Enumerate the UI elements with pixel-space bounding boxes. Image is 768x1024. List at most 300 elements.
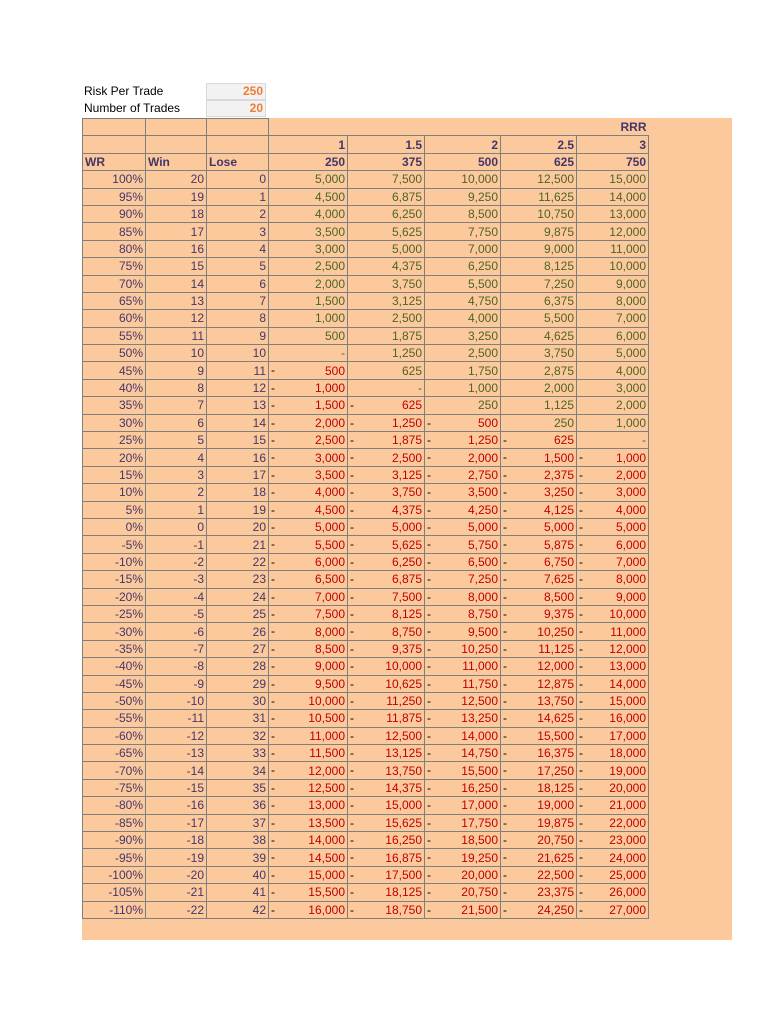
pnl-cell[interactable]: 21,500 - [425, 901, 501, 918]
wr-cell[interactable]: 35% [83, 397, 146, 414]
pnl-cell[interactable]: 2,500 - [269, 432, 348, 449]
pnl-cell[interactable]: 1,125 [501, 397, 577, 414]
wr-cell[interactable]: 70% [83, 275, 146, 292]
lose-cell[interactable]: 29 [207, 675, 269, 692]
wr-cell[interactable]: 45% [83, 362, 146, 379]
pnl-cell[interactable]: 1,000 - [577, 449, 649, 466]
pnl-cell[interactable]: 14,000 - [269, 832, 348, 849]
win-cell[interactable]: -2 [146, 553, 207, 570]
pnl-cell[interactable]: 3,500 - [425, 484, 501, 501]
lose-cell[interactable]: 11 [207, 362, 269, 379]
pnl-cell[interactable]: 6,250 - [348, 553, 425, 570]
pnl-cell[interactable]: 22,000 - [577, 814, 649, 831]
lose-cell[interactable]: 10 [207, 345, 269, 362]
win-cell[interactable]: 15 [146, 258, 207, 275]
pnl-cell[interactable]: 17,750 - [425, 814, 501, 831]
pnl-cell[interactable]: 2,000 - [577, 466, 649, 483]
pnl-cell[interactable]: 7,250 - [425, 571, 501, 588]
pnl-cell[interactable]: 11,000 - [269, 727, 348, 744]
pnl-cell[interactable]: 2,500 [348, 310, 425, 327]
pnl-cell[interactable]: 2,875 [501, 362, 577, 379]
pnl-cell[interactable]: 12,000 - [501, 658, 577, 675]
win-cell[interactable]: -3 [146, 571, 207, 588]
pnl-cell[interactable]: 6,500 - [269, 571, 348, 588]
wr-cell[interactable]: -20% [83, 588, 146, 605]
wr-cell[interactable]: -50% [83, 692, 146, 709]
pnl-cell[interactable]: 500 [269, 327, 348, 344]
pnl-cell[interactable]: 8,500 - [269, 640, 348, 657]
win-cell[interactable]: 3 [146, 466, 207, 483]
pnl-cell[interactable]: 23,375 - [501, 884, 577, 901]
pnl-cell[interactable]: 12,875 - [501, 675, 577, 692]
pnl-cell[interactable]: 17,000 - [425, 797, 501, 814]
lose-cell[interactable]: 15 [207, 432, 269, 449]
pnl-cell[interactable]: 18,500 - [425, 832, 501, 849]
pnl-cell[interactable]: 13,750 - [501, 692, 577, 709]
header-cell[interactable] [146, 119, 207, 136]
pnl-cell[interactable]: 18,125 - [501, 779, 577, 796]
pnl-cell[interactable]: 2,000 - [269, 414, 348, 431]
lose-cell[interactable]: 21 [207, 536, 269, 553]
pnl-cell[interactable]: 2,500 [269, 258, 348, 275]
pnl-cell[interactable]: 250 [425, 397, 501, 414]
win-cell[interactable]: -16 [146, 797, 207, 814]
wr-cell[interactable]: 80% [83, 240, 146, 257]
pnl-cell[interactable]: 10,000 - [577, 605, 649, 622]
header-cell[interactable] [207, 119, 269, 136]
pnl-cell[interactable]: 5,875 - [501, 536, 577, 553]
pnl-cell[interactable]: 27,000 - [577, 901, 649, 918]
pnl-cell[interactable]: 6,000 [577, 327, 649, 344]
pnl-cell[interactable]: 10,000 [425, 171, 501, 188]
lose-cell[interactable]: 27 [207, 640, 269, 657]
pnl-cell[interactable]: 10,250 - [501, 623, 577, 640]
wr-cell[interactable]: -110% [83, 901, 146, 918]
pnl-cell[interactable]: 8,000 - [577, 571, 649, 588]
pnl-cell[interactable]: 625 - [501, 432, 577, 449]
win-cell[interactable]: -20 [146, 866, 207, 883]
pnl-cell[interactable]: 20,000 - [425, 866, 501, 883]
lose-header[interactable]: Lose [207, 153, 269, 170]
lose-cell[interactable]: 8 [207, 310, 269, 327]
win-cell[interactable]: 2 [146, 484, 207, 501]
pnl-cell[interactable]: 6,750 - [501, 553, 577, 570]
win-cell[interactable]: -11 [146, 710, 207, 727]
wr-cell[interactable]: 20% [83, 449, 146, 466]
pnl-cell[interactable]: 10,750 [501, 205, 577, 222]
pnl-cell[interactable]: 9,500 - [425, 623, 501, 640]
wr-cell[interactable]: -75% [83, 779, 146, 796]
lose-cell[interactable]: 22 [207, 553, 269, 570]
pnl-cell[interactable]: 16,250 - [348, 832, 425, 849]
lose-cell[interactable]: 6 [207, 275, 269, 292]
pnl-cell[interactable]: 3,000 [577, 379, 649, 396]
pnl-cell[interactable]: 1,750 [425, 362, 501, 379]
pnl-cell[interactable]: 10,000 - [269, 692, 348, 709]
pnl-cell[interactable]: 8,500 - [501, 588, 577, 605]
pnl-cell[interactable]: 7,000 - [577, 553, 649, 570]
pnl-cell[interactable]: 9,375 - [348, 640, 425, 657]
pnl-cell[interactable]: 1,000 - [269, 379, 348, 396]
lose-cell[interactable]: 16 [207, 449, 269, 466]
reward-value-cell[interactable]: 625 [501, 153, 577, 170]
win-cell[interactable]: -18 [146, 832, 207, 849]
pnl-cell[interactable]: 14,750 - [425, 745, 501, 762]
win-header[interactable]: Win [146, 153, 207, 170]
pnl-cell[interactable]: 19,000 - [501, 797, 577, 814]
pnl-cell[interactable]: 3,125 [348, 292, 425, 309]
wr-cell[interactable]: -30% [83, 623, 146, 640]
win-cell[interactable]: -12 [146, 727, 207, 744]
lose-cell[interactable]: 33 [207, 745, 269, 762]
win-cell[interactable]: -10 [146, 692, 207, 709]
lose-cell[interactable]: 17 [207, 466, 269, 483]
pnl-cell[interactable]: 8,125 - [348, 605, 425, 622]
lose-cell[interactable]: 30 [207, 692, 269, 709]
wr-cell[interactable]: 95% [83, 188, 146, 205]
wr-cell[interactable]: -70% [83, 762, 146, 779]
pnl-cell[interactable]: 625 [348, 362, 425, 379]
pnl-cell[interactable]: 8,000 - [269, 623, 348, 640]
pnl-cell[interactable]: 7,250 [501, 275, 577, 292]
pnl-cell[interactable]: 21,000 - [577, 797, 649, 814]
pnl-cell[interactable]: 7,750 [425, 223, 501, 240]
wr-cell[interactable]: -5% [83, 536, 146, 553]
pnl-cell[interactable]: 13,000 - [269, 797, 348, 814]
win-cell[interactable]: -22 [146, 901, 207, 918]
pnl-cell[interactable]: 6,000 - [577, 536, 649, 553]
win-cell[interactable]: 6 [146, 414, 207, 431]
pnl-cell[interactable]: 16,000 - [577, 710, 649, 727]
wr-cell[interactable]: -85% [83, 814, 146, 831]
pnl-cell[interactable]: 4,125 - [501, 501, 577, 518]
pnl-cell[interactable]: 15,500 - [269, 884, 348, 901]
pnl-cell[interactable]: 3,750 - [348, 484, 425, 501]
pnl-cell[interactable]: 8,000 [577, 292, 649, 309]
pnl-cell[interactable]: 11,625 [501, 188, 577, 205]
win-cell[interactable]: 10 [146, 345, 207, 362]
lose-cell[interactable]: 32 [207, 727, 269, 744]
pnl-cell[interactable]: 3,000 - [577, 484, 649, 501]
lose-cell[interactable]: 7 [207, 292, 269, 309]
pnl-cell[interactable]: 10,625 - [348, 675, 425, 692]
pnl-cell[interactable]: 4,000 [425, 310, 501, 327]
wr-cell[interactable]: 25% [83, 432, 146, 449]
pnl-cell[interactable]: 9,375 - [501, 605, 577, 622]
win-cell[interactable]: 4 [146, 449, 207, 466]
pnl-cell[interactable]: 1,000 [577, 414, 649, 431]
pnl-cell[interactable]: 7,000 [577, 310, 649, 327]
win-cell[interactable]: 7 [146, 397, 207, 414]
pnl-cell[interactable]: 7,000 - [269, 588, 348, 605]
pnl-cell[interactable]: 13,125 - [348, 745, 425, 762]
pnl-cell[interactable]: 4,000 - [269, 484, 348, 501]
pnl-cell[interactable]: 5,625 [348, 223, 425, 240]
win-cell[interactable]: 14 [146, 275, 207, 292]
lose-cell[interactable]: 2 [207, 205, 269, 222]
pnl-cell[interactable]: 3,125 - [348, 466, 425, 483]
pnl-cell[interactable]: 11,250 - [348, 692, 425, 709]
pnl-cell[interactable]: 1,875 [348, 327, 425, 344]
win-cell[interactable]: 8 [146, 379, 207, 396]
pnl-cell[interactable]: 17,500 - [348, 866, 425, 883]
rrr-value-cell[interactable]: 2.5 [501, 136, 577, 153]
pnl-cell[interactable]: 17,250 - [501, 762, 577, 779]
pnl-cell[interactable]: 5,000 - [577, 518, 649, 535]
wr-cell[interactable]: -10% [83, 553, 146, 570]
pnl-cell[interactable]: 9,500 - [269, 675, 348, 692]
pnl-cell[interactable]: 8,125 [501, 258, 577, 275]
pnl-cell[interactable]: 18,125 - [348, 884, 425, 901]
pnl-cell[interactable]: 14,375 - [348, 779, 425, 796]
wr-cell[interactable]: 40% [83, 379, 146, 396]
pnl-cell[interactable]: 6,500 - [425, 553, 501, 570]
pnl-cell[interactable]: 3,250 [425, 327, 501, 344]
pnl-cell[interactable]: 11,000 - [577, 623, 649, 640]
pnl-cell[interactable]: 13,250 - [425, 710, 501, 727]
pnl-cell[interactable]: 2,000 - [425, 449, 501, 466]
pnl-cell[interactable]: 12,500 [501, 171, 577, 188]
pnl-cell[interactable]: 8,000 - [425, 588, 501, 605]
lose-cell[interactable]: 39 [207, 849, 269, 866]
pnl-cell[interactable]: 2,500 - [348, 449, 425, 466]
win-cell[interactable]: -4 [146, 588, 207, 605]
pnl-cell[interactable]: 16,875 - [348, 849, 425, 866]
lose-cell[interactable]: 36 [207, 797, 269, 814]
wr-cell[interactable]: 30% [83, 414, 146, 431]
lose-cell[interactable]: 24 [207, 588, 269, 605]
pnl-cell[interactable]: 14,000 - [577, 675, 649, 692]
win-cell[interactable]: 1 [146, 501, 207, 518]
pnl-cell[interactable]: 4,375 [348, 258, 425, 275]
wr-cell[interactable]: 15% [83, 466, 146, 483]
pnl-cell[interactable]: - [577, 432, 649, 449]
reward-value-cell[interactable]: 250 [269, 153, 348, 170]
pnl-cell[interactable]: 7,500 - [269, 605, 348, 622]
pnl-cell[interactable]: 6,875 - [348, 571, 425, 588]
pnl-cell[interactable]: 7,500 - [348, 588, 425, 605]
pnl-cell[interactable]: 12,000 [577, 223, 649, 240]
pnl-cell[interactable]: 12,000 - [577, 640, 649, 657]
wr-cell[interactable]: 0% [83, 518, 146, 535]
rrr-value-cell[interactable]: 2 [425, 136, 501, 153]
pnl-cell[interactable]: 14,000 [577, 188, 649, 205]
pnl-cell[interactable]: 1,250 - [425, 432, 501, 449]
lose-cell[interactable]: 34 [207, 762, 269, 779]
pnl-cell[interactable]: 8,500 [425, 205, 501, 222]
wr-cell[interactable]: 5% [83, 501, 146, 518]
lose-cell[interactable]: 37 [207, 814, 269, 831]
pnl-cell[interactable]: 3,500 [269, 223, 348, 240]
reward-value-cell[interactable]: 750 [577, 153, 649, 170]
pnl-cell[interactable]: 5,000 [269, 171, 348, 188]
pnl-cell[interactable]: 250 [501, 414, 577, 431]
lose-cell[interactable]: 35 [207, 779, 269, 796]
pnl-cell[interactable]: 4,000 - [577, 501, 649, 518]
wr-cell[interactable]: -95% [83, 849, 146, 866]
lose-cell[interactable]: 3 [207, 223, 269, 240]
pnl-cell[interactable]: 19,875 - [501, 814, 577, 831]
pnl-cell[interactable]: 5,000 - [425, 518, 501, 535]
pnl-cell[interactable]: 4,500 [269, 188, 348, 205]
header-cell[interactable] [348, 119, 425, 136]
pnl-cell[interactable]: 16,000 - [269, 901, 348, 918]
pnl-cell[interactable]: 21,625 - [501, 849, 577, 866]
lose-cell[interactable]: 25 [207, 605, 269, 622]
header-cell[interactable] [269, 119, 348, 136]
pnl-cell[interactable]: 13,500 - [269, 814, 348, 831]
pnl-cell[interactable]: 9,875 [501, 223, 577, 240]
pnl-cell[interactable]: 2,000 [269, 275, 348, 292]
wr-cell[interactable]: -60% [83, 727, 146, 744]
wr-cell[interactable]: -90% [83, 832, 146, 849]
win-cell[interactable]: -7 [146, 640, 207, 657]
lose-cell[interactable]: 42 [207, 901, 269, 918]
pnl-cell[interactable]: 6,250 [348, 205, 425, 222]
wr-cell[interactable]: -65% [83, 745, 146, 762]
pnl-cell[interactable]: 5,750 - [425, 536, 501, 553]
pnl-cell[interactable]: 7,000 [425, 240, 501, 257]
pnl-cell[interactable]: 1,000 [269, 310, 348, 327]
win-cell[interactable]: 17 [146, 223, 207, 240]
pnl-cell[interactable]: 19,250 - [425, 849, 501, 866]
wr-cell[interactable]: 100% [83, 171, 146, 188]
pnl-cell[interactable]: 12,500 - [348, 727, 425, 744]
lose-cell[interactable]: 38 [207, 832, 269, 849]
pnl-cell[interactable]: 17,000 - [577, 727, 649, 744]
pnl-cell[interactable]: 14,625 - [501, 710, 577, 727]
lose-cell[interactable]: 28 [207, 658, 269, 675]
lose-cell[interactable]: 13 [207, 397, 269, 414]
pnl-cell[interactable]: 13,750 - [348, 762, 425, 779]
wr-cell[interactable]: 10% [83, 484, 146, 501]
pnl-cell[interactable]: 12,000 - [269, 762, 348, 779]
win-cell[interactable]: 20 [146, 171, 207, 188]
pnl-cell[interactable]: 1,875 - [348, 432, 425, 449]
header-cell[interactable] [425, 119, 501, 136]
win-cell[interactable]: -5 [146, 605, 207, 622]
wr-cell[interactable]: 60% [83, 310, 146, 327]
pnl-cell[interactable]: 5,500 [425, 275, 501, 292]
pnl-cell[interactable]: 14,000 - [425, 727, 501, 744]
pnl-cell[interactable]: 20,000 - [577, 779, 649, 796]
win-cell[interactable]: -19 [146, 849, 207, 866]
pnl-cell[interactable]: 2,750 - [425, 466, 501, 483]
pnl-cell[interactable]: 23,000 - [577, 832, 649, 849]
pnl-cell[interactable]: 11,750 - [425, 675, 501, 692]
lose-cell[interactable]: 20 [207, 518, 269, 535]
win-cell[interactable]: 19 [146, 188, 207, 205]
rrr-value-cell[interactable]: 1 [269, 136, 348, 153]
pnl-cell[interactable]: 16,250 - [425, 779, 501, 796]
pnl-cell[interactable]: 5,625 - [348, 536, 425, 553]
pnl-cell[interactable]: 1,250 [348, 345, 425, 362]
pnl-cell[interactable]: 11,000 - [425, 658, 501, 675]
header-cell[interactable] [501, 119, 577, 136]
lose-cell[interactable]: 26 [207, 623, 269, 640]
pnl-cell[interactable]: 1,250 - [348, 414, 425, 431]
rrr-label[interactable]: RRR [620, 119, 647, 134]
win-cell[interactable]: 0 [146, 518, 207, 535]
pnl-cell[interactable]: 16,375 - [501, 745, 577, 762]
wr-cell[interactable]: -25% [83, 605, 146, 622]
pnl-cell[interactable]: 9,000 - [269, 658, 348, 675]
header-cell[interactable] [83, 136, 146, 153]
rrr-value-cell[interactable]: 3 [577, 136, 649, 153]
pnl-cell[interactable]: 3,000 - [269, 449, 348, 466]
pnl-cell[interactable]: 9,000 [501, 240, 577, 257]
pnl-cell[interactable]: 11,875 - [348, 710, 425, 727]
pnl-cell[interactable]: 15,500 - [425, 762, 501, 779]
wr-cell[interactable]: -80% [83, 797, 146, 814]
pnl-cell[interactable]: 3,000 [269, 240, 348, 257]
pnl-cell[interactable]: 6,250 [425, 258, 501, 275]
win-cell[interactable]: 13 [146, 292, 207, 309]
pnl-cell[interactable]: 24,250 - [501, 901, 577, 918]
pnl-cell[interactable]: 5,000 - [348, 518, 425, 535]
lose-cell[interactable]: 4 [207, 240, 269, 257]
lose-cell[interactable]: 41 [207, 884, 269, 901]
rrr-value-cell[interactable]: 1.5 [348, 136, 425, 153]
pnl-cell[interactable]: 2,000 [577, 397, 649, 414]
lose-cell[interactable]: 9 [207, 327, 269, 344]
pnl-cell[interactable]: 1,000 [425, 379, 501, 396]
wr-cell[interactable]: 55% [83, 327, 146, 344]
header-cell[interactable] [207, 136, 269, 153]
pnl-cell[interactable]: 5,500 [501, 310, 577, 327]
pnl-cell[interactable]: 15,625 - [348, 814, 425, 831]
pnl-cell[interactable]: 6,875 [348, 188, 425, 205]
win-cell[interactable]: -6 [146, 623, 207, 640]
pnl-cell[interactable]: 4,625 [501, 327, 577, 344]
pnl-cell[interactable]: 3,750 [501, 345, 577, 362]
pnl-cell[interactable]: 20,750 - [501, 832, 577, 849]
pnl-cell[interactable]: 4,000 [269, 205, 348, 222]
pnl-cell[interactable]: 14,500 - [269, 849, 348, 866]
pnl-cell[interactable]: 12,500 - [425, 692, 501, 709]
pnl-cell[interactable]: 10,000 [577, 258, 649, 275]
lose-cell[interactable]: 23 [207, 571, 269, 588]
wr-header[interactable]: WR [83, 153, 146, 170]
pnl-cell[interactable]: 25,000 - [577, 866, 649, 883]
wr-cell[interactable]: -100% [83, 866, 146, 883]
pnl-cell[interactable]: 4,375 - [348, 501, 425, 518]
pnl-cell[interactable]: 10,000 - [348, 658, 425, 675]
win-cell[interactable]: -15 [146, 779, 207, 796]
pnl-cell[interactable]: 2,000 [501, 379, 577, 396]
pnl-cell[interactable]: 1,500 [269, 292, 348, 309]
pnl-cell[interactable]: 5,000 [577, 345, 649, 362]
pnl-cell[interactable]: 2,375 - [501, 466, 577, 483]
win-cell[interactable]: -17 [146, 814, 207, 831]
pnl-cell[interactable]: 6,375 [501, 292, 577, 309]
lose-cell[interactable]: 18 [207, 484, 269, 501]
number-of-trades-input[interactable]: 20 [206, 100, 266, 117]
win-cell[interactable]: -14 [146, 762, 207, 779]
pnl-cell[interactable]: 500 - [269, 362, 348, 379]
wr-cell[interactable]: -15% [83, 571, 146, 588]
win-cell[interactable]: -8 [146, 658, 207, 675]
lose-cell[interactable]: 1 [207, 188, 269, 205]
pnl-cell[interactable]: - [348, 379, 425, 396]
wr-cell[interactable]: -40% [83, 658, 146, 675]
pnl-cell[interactable]: 22,500 - [501, 866, 577, 883]
lose-cell[interactable]: 12 [207, 379, 269, 396]
pnl-cell[interactable]: 4,000 [577, 362, 649, 379]
win-cell[interactable]: 9 [146, 362, 207, 379]
pnl-cell[interactable]: 24,000 - [577, 849, 649, 866]
pnl-cell[interactable]: 9,250 [425, 188, 501, 205]
